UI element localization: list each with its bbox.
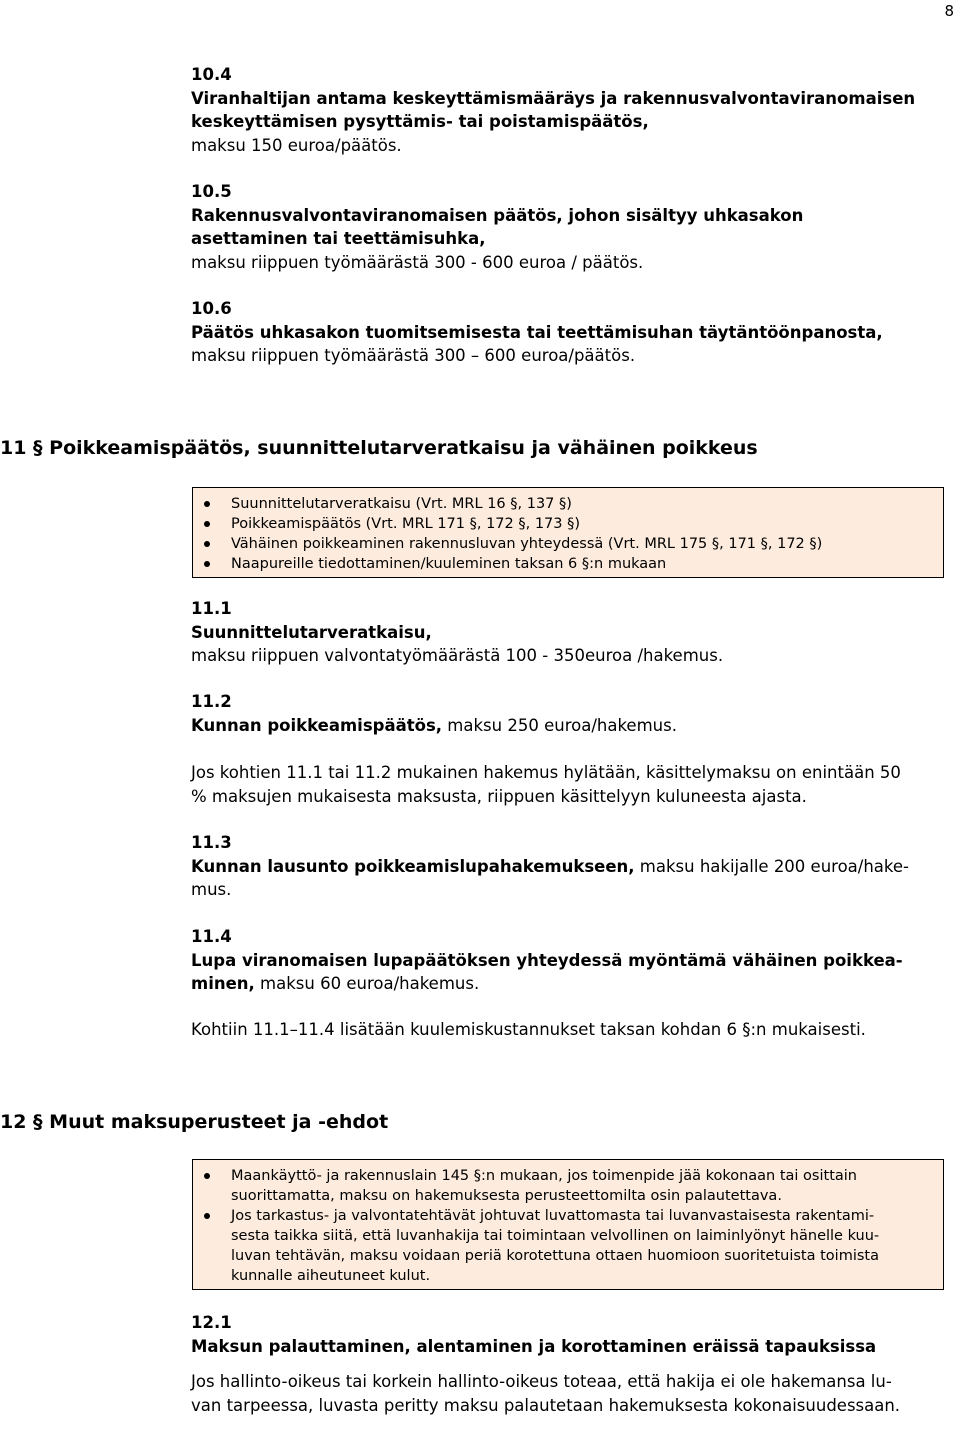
section-number: 11.2 (191, 692, 232, 711)
section-fee: maksu riippuen valvontatyömäärästä 100 - 350euroa /hakemus. (191, 646, 724, 665)
section-number: 11.3 (191, 833, 232, 852)
note-line: Kohtiin 11.1–11.4 lisätään kuulemiskustannukset taksan kohdan 6 §:n mukaisesti. (191, 1020, 866, 1039)
section-title: Kunnan lausunto poikkeamislupahakemukseen, (191, 856, 635, 876)
section-title-line: Lupa viranomaisen lupapäätöksen yhteydessä myöntämä vähäinen poikkea- (191, 950, 903, 970)
section-fee: maksu 250 euroa/hakemus. (442, 715, 677, 735)
list-item: Poikkeamispäätös (Vrt. MRL 171 §, 172 §, 173 §) (203, 514, 935, 534)
page-number: 8 (944, 2, 954, 20)
note-line: Jos kohtien 11.1 tai 11.2 mukainen hakemus hylätään, käsittelymaksu on enintään 50 (191, 763, 901, 782)
section-12-1 (191, 1311, 951, 1417)
section-title: Suunnittelutarveratkaisu, (191, 622, 432, 642)
section-number: 11.4 (191, 927, 232, 946)
bullet-icon (204, 501, 210, 507)
section-fee: maksu 150 euroa/päätös. (191, 135, 402, 155)
section-11-info-box (192, 487, 944, 578)
section-title-line: Viranhaltijan antama keskeyttämismääräys ja rakennusvalvontaviranomaisen (191, 88, 916, 108)
section-10-4 (191, 63, 951, 157)
section-10-5 (191, 180, 951, 274)
section-number: 11.1 (191, 599, 232, 618)
list-item: Maankäyttö- ja rakennuslain 145 §:n mukaan, jos toimenpide jää kokonaan tai osittain suorittamatta, maksu on hakemuksesta perusteettomilta osin palautettava. (203, 1166, 935, 1206)
note-11-4 (191, 1018, 951, 1042)
section-11-3 (191, 831, 951, 902)
body-line: van tarpeessa, luvasta peritty maksu palautetaan hakemuksesta kokonaisuudessaan. (191, 1395, 901, 1415)
note-11 (191, 761, 951, 808)
section-11-heading: 11 § Poikkeamispäätös, suunnittelutarveratkaisu ja vähäinen poikkeus (0, 437, 758, 459)
section-title-line: minen, (191, 974, 255, 993)
bullet-icon (204, 1213, 210, 1219)
section-title-line: Rakennusvalvontaviranomaisen päätös, johon sisältyy uhkasakon (191, 205, 804, 225)
section-number: 10.6 (191, 299, 232, 318)
section-title-line: asettaminen tai teettämisuhka, (191, 229, 486, 248)
section-11-4 (191, 925, 951, 996)
bullet-icon (204, 1173, 210, 1179)
section-title: Kunnan poikkeamispäätös, (191, 715, 443, 735)
section-number: 10.4 (191, 65, 232, 84)
section-fee-continued: mus. (191, 880, 232, 899)
bullet-icon (204, 541, 210, 547)
bullet-icon (204, 561, 210, 567)
section-number: 12.1 (191, 1313, 232, 1332)
section-12-heading: 12 § Muut maksuperusteet ja -ehdot (0, 1111, 389, 1133)
body-line: Jos hallinto-oikeus tai korkein hallinto-oikeus toteaa, että hakija ei ole hakemansa lu- (191, 1372, 892, 1391)
section-title-line: keskeyttämisen pysyttämis- tai poistamispäätös, (191, 112, 649, 131)
section-10-6 (191, 297, 951, 368)
list-item: Vähäinen poikkeaminen rakennusluvan yhteydessä (Vrt. MRL 175 §, 171 §, 172 §) (203, 534, 935, 554)
list-item: Naapureille tiedottaminen/kuuleminen taksan 6 §:n mukaan (203, 554, 935, 574)
section-12-info-box (192, 1159, 944, 1290)
section-fee: maksu riippuen työmäärästä 300 - 600 euroa / päätös. (191, 252, 644, 272)
section-title: Maksun palauttaminen, alentaminen ja korottaminen eräissä tapauksissa (191, 1336, 877, 1356)
list-item: Suunnittelutarveratkaisu (Vrt. MRL 16 §, 137 §) (203, 494, 935, 514)
section-fee: maksu 60 euroa/hakemus. (254, 974, 480, 993)
section-fee: maksu riippuen työmäärästä 300 – 600 euroa/päätös. (191, 346, 636, 365)
bullet-icon (204, 521, 210, 527)
section-11-2 (191, 690, 951, 737)
section-11-1 (191, 597, 951, 668)
note-line: % maksujen mukaisesta maksusta, riippuen käsittelyyn kuluneesta ajasta. (191, 786, 807, 806)
section-number: 10.5 (191, 182, 232, 201)
list-item: Jos tarkastus- ja valvontatehtävät johtuvat luvattomasta tai luvanvastaisesta rakentami- sesta taikka siitä, että luvanhakija tai toimintaan velvollinen on laiminlyönyt hänelle kuu- luvan tehtävän, maksu voidaan periä korotettuna ottaen huomioon suoritetuista toimista kunnalle aiheutuneet kulut. (203, 1206, 935, 1286)
section-fee: maksu hakijalle 200 euroa/hake- (634, 856, 909, 876)
section-title: Päätös uhkasakon tuomitsemisesta tai teettämisuhan täytäntöönpanosta, (191, 322, 883, 342)
